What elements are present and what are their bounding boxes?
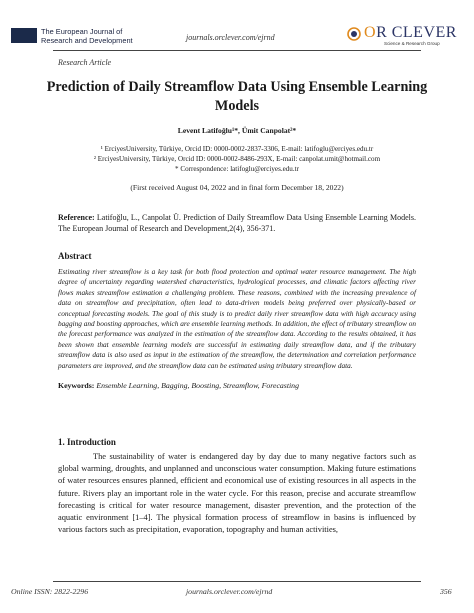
abstract-text: Estimating river streamflow is a key task for both flood protection and optimal water resource management. The high degree of uncertainty regarding watershed characteristics, hydrological processes, and climatic factors affecting river flows makes streamflow estimation a challenging problem. These reasons, combined with the increasing prevalence of data on streamflow and precipitation, often lead to data-driven models being preferred over physically-based or conceptual forecasting models. The goal of this study is to predict daily river streamflow data with high accuracy using bagging and boosting approaches, which are ensemble learning methods. In addition, the effect of tributary streamflow on the forecast performance was analyzed in the estimation of the streamflow data. According to the results obtained, it has been shown that ensemble learning models are successful in estimating daily streamflow data, and if the tributary streamflow data is also used as input in the estimation of the streamflow, the determination and correlation performance parameters are improved, and the streamflow data can be estimated using tributary streamflow data.	[58, 267, 416, 370]
affiliation-2: ² ErciyesUniversity, Türkiye, Orcid ID: 0000-0002-8486-293X, E-mail: canpolat.umit@hotmail.com	[93, 155, 381, 163]
article-title: Prediction of Daily Streamflow Data Using Ensemble Learning Models	[46, 79, 428, 114]
footer-rule	[53, 581, 421, 582]
introduction-text	[58, 451, 416, 536]
keywords-label: Keywords:	[58, 381, 95, 390]
reference-label: Reference:	[58, 213, 95, 222]
affiliation-1: ¹ ErciyesUniversity, Türkiye, Orcid ID: 0000-0002-2837-3306, E-mail: latifoglu@erciyes.edu.tr	[100, 145, 374, 153]
header-journal-url[interactable]: journals.orclever.com/ejrnd	[186, 33, 275, 42]
authors: Levent Latifoğlu¹*, Ümit Canpolat²*	[177, 126, 297, 135]
keywords-value: Ensemble Learning, Bagging, Boosting, Streamflow, Forecasting	[96, 381, 299, 390]
abstract-heading: Abstract	[58, 251, 92, 261]
publisher-logo-icon	[347, 27, 361, 41]
footer-journal-url[interactable]: journals.orclever.com/ejrnd	[186, 587, 273, 596]
received-dates: (First received August 04, 2022 and in final form December 18, 2022)	[130, 183, 344, 192]
reference-citation	[58, 212, 416, 234]
publisher-logo	[347, 25, 465, 49]
footer-issn: Online ISSN: 2822-2296	[11, 587, 89, 596]
reference-text: Latifoğlu, L., Canpolat Ü. Prediction of Daily Streamflow Data Using Ensemble Learning Models. The European Journal of Research and Development,2(4), 356-371.	[58, 213, 416, 234]
journal-name-line2: Research and Development	[41, 36, 133, 45]
publisher-subtitle: Science & Research Group	[384, 41, 440, 46]
introduction-heading: 1. Introduction	[58, 437, 116, 447]
publisher-name: OR CLEVER	[364, 24, 457, 41]
journal-logo-mark	[11, 28, 37, 43]
page-number: 356	[440, 587, 452, 596]
correspondence: * Correspondence: latifoglu@erciyes.edu.tr	[175, 165, 299, 173]
article-type: Research Article	[58, 58, 112, 67]
journal-name	[41, 27, 151, 45]
header-rule	[53, 50, 421, 51]
journal-name-line1: The European Journal of	[41, 27, 123, 36]
keywords	[58, 381, 418, 390]
introduction-paragraph: The sustainability of water is endangered day by day due to many negative factors such as global warming, droughts, and unplanned and unconscious water consumption. Making future estimations of water resources ensures planned, efficient and economical use of existing resources in all aspects in the future. Rivers play an important role in the water cycle. For this reason, precise and accurate streamflow forecasting is critical for water resource management, disaster prevention, and the protection of the aquatic environment [1–4]. The physical formation process of streamflow in basins is influenced by various factors such as precipitation, evaporation, topography and human activities,	[58, 452, 416, 535]
